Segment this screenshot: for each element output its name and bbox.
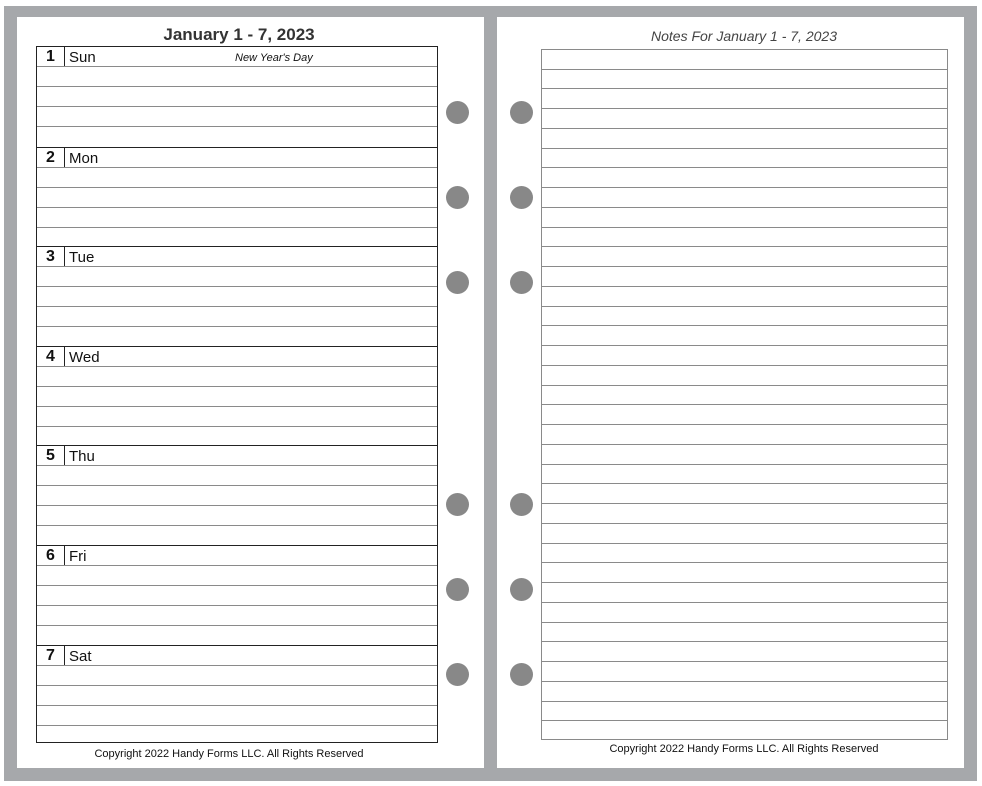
binder-hole-icon bbox=[510, 493, 533, 516]
binder-hole-icon bbox=[446, 271, 469, 294]
writing-line bbox=[37, 485, 437, 486]
binder-hole-icon bbox=[510, 578, 533, 601]
note-line bbox=[542, 404, 947, 405]
day-block bbox=[37, 346, 437, 446]
note-line bbox=[542, 207, 947, 208]
note-line bbox=[542, 286, 947, 287]
note-line bbox=[542, 187, 947, 188]
note-line bbox=[542, 148, 947, 149]
note-line bbox=[542, 483, 947, 484]
writing-line bbox=[37, 585, 437, 586]
binder-hole-icon bbox=[510, 186, 533, 209]
writing-line bbox=[37, 286, 437, 287]
day-number: 7 bbox=[37, 646, 65, 665]
left-page bbox=[17, 17, 484, 768]
day-header bbox=[37, 47, 437, 67]
binder-hole-icon bbox=[446, 493, 469, 516]
note-line bbox=[542, 424, 947, 425]
note-line bbox=[542, 701, 947, 702]
day-header bbox=[37, 247, 437, 267]
note-line bbox=[542, 246, 947, 247]
day-header bbox=[37, 446, 437, 466]
writing-line bbox=[37, 106, 437, 107]
note-line bbox=[542, 622, 947, 623]
note-line bbox=[542, 128, 947, 129]
day-number: 1 bbox=[37, 47, 65, 66]
writing-line bbox=[37, 86, 437, 87]
day-name: Fri bbox=[69, 548, 87, 565]
day-header bbox=[37, 646, 437, 666]
day-name: Thu bbox=[69, 448, 95, 466]
note-line bbox=[542, 325, 947, 326]
day-block bbox=[37, 645, 437, 745]
note-line bbox=[542, 681, 947, 682]
writing-line bbox=[37, 505, 437, 506]
note-line bbox=[542, 641, 947, 642]
note-line bbox=[542, 69, 947, 70]
note-line bbox=[542, 227, 947, 228]
note-line bbox=[542, 582, 947, 583]
note-line bbox=[542, 602, 947, 603]
day-name: Tue bbox=[69, 249, 95, 267]
note-line bbox=[542, 523, 947, 524]
note-line bbox=[542, 306, 947, 307]
note-line bbox=[542, 543, 947, 544]
days-grid bbox=[36, 46, 438, 743]
note-line bbox=[542, 720, 947, 721]
day-block bbox=[37, 445, 437, 545]
day-block bbox=[37, 545, 437, 645]
day-number: 2 bbox=[37, 148, 65, 167]
binder-hole-icon bbox=[510, 101, 533, 124]
day-number: 6 bbox=[37, 546, 65, 565]
day-header bbox=[37, 148, 437, 168]
note-line bbox=[542, 464, 947, 465]
day-header bbox=[37, 347, 437, 367]
writing-line bbox=[37, 685, 437, 686]
note-line bbox=[542, 444, 947, 445]
writing-line bbox=[37, 625, 437, 626]
day-block bbox=[37, 246, 437, 346]
writing-line bbox=[37, 227, 437, 228]
note-line bbox=[542, 365, 947, 366]
note-line bbox=[542, 385, 947, 386]
binder-hole-icon bbox=[510, 663, 533, 686]
writing-line bbox=[37, 187, 437, 188]
day-name: Sat bbox=[69, 647, 92, 665]
writing-line bbox=[37, 207, 437, 208]
note-line bbox=[542, 562, 947, 563]
notes-title: Notes For January 1 - 7, 2023 bbox=[651, 28, 837, 44]
day-name: Mon bbox=[69, 149, 99, 167]
binder-hole-icon bbox=[446, 578, 469, 601]
writing-line bbox=[37, 306, 437, 307]
writing-line bbox=[37, 605, 437, 606]
writing-line bbox=[37, 725, 437, 726]
binder-hole-icon bbox=[510, 271, 533, 294]
right-page bbox=[497, 17, 964, 768]
writing-line bbox=[37, 426, 437, 427]
holiday-label: New Year's Day bbox=[235, 52, 313, 64]
note-line bbox=[542, 503, 947, 504]
binder-hole-icon bbox=[446, 663, 469, 686]
writing-line bbox=[37, 386, 437, 387]
day-block bbox=[37, 147, 437, 247]
note-line bbox=[542, 266, 947, 267]
day-number: 4 bbox=[37, 347, 65, 366]
binder-hole-icon bbox=[446, 101, 469, 124]
note-line bbox=[542, 345, 947, 346]
note-line bbox=[542, 108, 947, 109]
writing-line bbox=[37, 525, 437, 526]
right-copyright: Copyright 2022 Handy Forms LLC. All Rights Reserved bbox=[609, 743, 879, 755]
day-name: Sun bbox=[69, 49, 96, 66]
day-number: 5 bbox=[37, 446, 65, 465]
day-name: Wed bbox=[69, 348, 100, 366]
writing-line bbox=[37, 705, 437, 706]
day-block bbox=[37, 47, 437, 147]
writing-line bbox=[37, 326, 437, 327]
note-line bbox=[542, 661, 947, 662]
week-title: January 1 - 7, 2023 bbox=[163, 25, 315, 44]
left-copyright: Copyright 2022 Handy Forms LLC. All Rights Reserved bbox=[94, 748, 364, 760]
note-line bbox=[542, 88, 947, 89]
writing-line bbox=[37, 406, 437, 407]
note-line bbox=[542, 167, 947, 168]
writing-line bbox=[37, 126, 437, 127]
day-number: 3 bbox=[37, 247, 65, 266]
day-header bbox=[37, 546, 437, 566]
binder-hole-icon bbox=[446, 186, 469, 209]
notes-area bbox=[541, 49, 948, 740]
